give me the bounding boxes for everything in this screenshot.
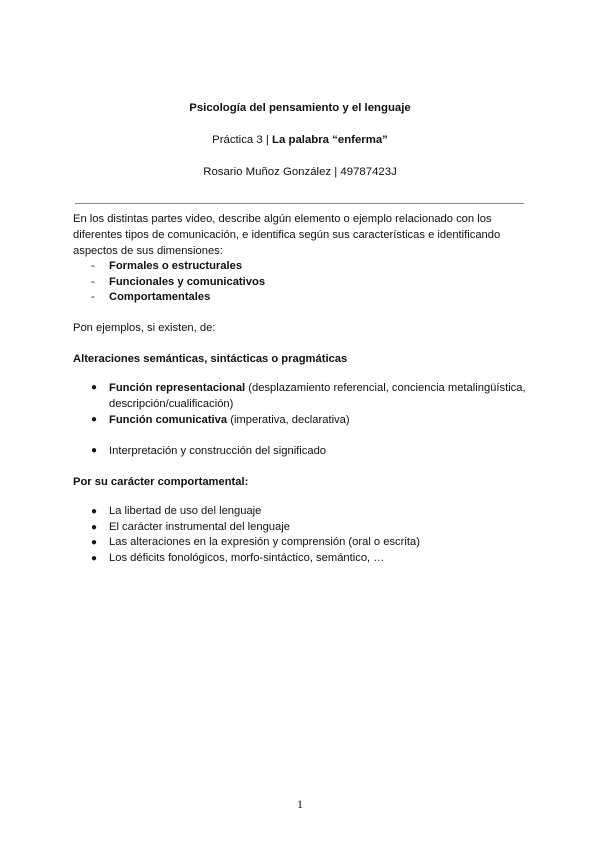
list-item-text: Interpretación y construcción del significado [109,445,327,457]
list-item [73,443,533,459]
dash-bullet: - [91,291,95,303]
page-number: 1 [297,797,303,811]
list-item-text: Funcionales y comunicativos [109,275,266,288]
dimensions-list [73,259,533,306]
subtitle-bold: La palabra “enferma” [272,134,388,146]
intro-paragraph: En los distintas partes video, describe algún elemento o ejemplo relacionado con los diferentes tipos de comunicación, e identifica según sus características e identificando aspectos de sus dimensiones: [73,213,501,257]
list-item-text: La libertad de uso del lenguaje [109,505,262,517]
dash-bullet: - [91,275,95,288]
list-item-text: (desplazamiento referencial, conciencia metalingüística, descripción/cualificación) [109,382,526,410]
document-author: Rosario Muñoz González | 49787423J [203,166,397,178]
list-item-text: Las alteraciones en la expresión y comprensión (oral o escrita) [109,536,420,548]
list-item [73,290,533,306]
list-item [73,520,533,536]
list-item-text: El carácter instrumental del lenguaje [109,520,290,533]
list-item [73,412,533,428]
horizontal-divider [75,203,524,204]
list-item-text: Comportamentales [109,291,211,303]
list-item-text: (imperativa, declarativa) [227,414,350,426]
document-subtitle [0,134,600,146]
list-item-bold: Función representacional [109,382,246,394]
section1-list [73,380,533,428]
bullet-icon: ● [91,414,98,425]
list-item-text: Formales o estructurales [109,260,243,272]
document-title: Psicología del pensamiento y el lenguaje [189,102,411,114]
list-item [73,380,533,412]
subtitle-prefix: Práctica 3 | [212,134,273,146]
bullet-icon: ● [91,537,98,548]
bullet-icon: ● [91,552,98,564]
list-item [73,504,533,520]
list-item [73,275,533,291]
section2-list [73,504,533,566]
list-item-bold: Función comunicativa [109,414,228,426]
bullet-icon: ● [91,506,98,517]
examples-intro: Pon ejemplos, si existen, de: [73,322,216,334]
section2-heading: Por su carácter comportamental: [73,476,249,488]
list-item [73,259,533,275]
section1-heading: Alteraciones semánticas, sintácticas o pragmáticas [73,353,348,365]
dash-bullet: - [91,260,95,272]
list-item [73,551,533,567]
bullet-icon: ● [91,382,98,393]
bullet-icon: ● [91,445,98,456]
list-item-text: Los déficits fonológicos, morfo-sintáctico, semántico, … [109,551,385,564]
section1-list-2 [73,443,533,459]
list-item [73,535,533,551]
intro-section [73,211,533,306]
bullet-icon: ● [91,521,98,533]
